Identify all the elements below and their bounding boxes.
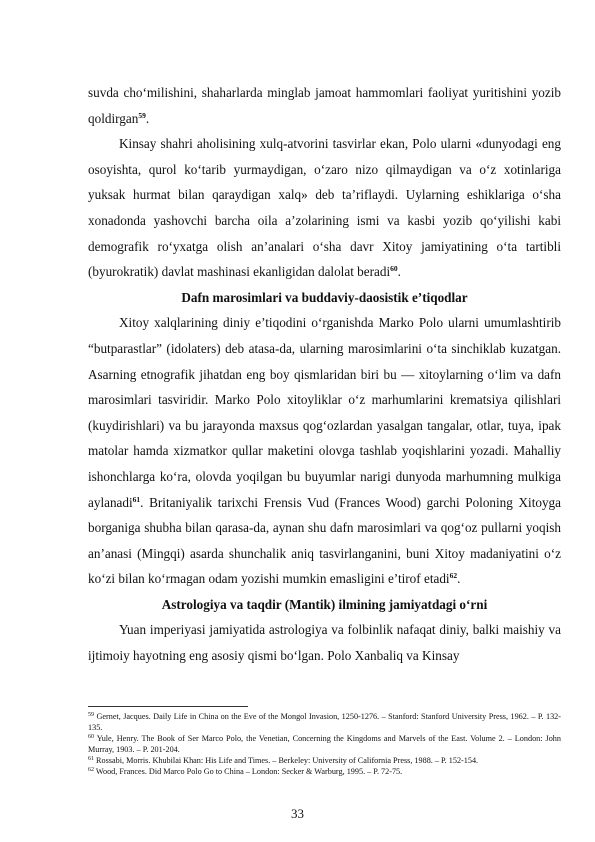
footnote-59 [88,711,561,733]
section-heading-funeral: Dafn marosimlari va buddaviy-daosistik e’tiqodlar [181,289,468,305]
footnotes [88,711,561,777]
paragraph-text: Yuan imperiyasi jamiyatida astrologiya va folbinlik nafaqat diniy, balki maishiy va ijtimoiy hayotning eng asosiy qismi bo‘lgan. Polo Xanbaliq va Kinsay [88,622,561,664]
footnote-ref-61[interactable]: 61 [132,494,141,504]
footnote-text: Rossabi, Morris. Khubilai Khan: His Life and Times. – Berkeley: University of California Press, 1988. – P. 152-154. [96,756,479,765]
paragraph-text: Kinsay shahri aholisining xulq-atvorini tasvirlar ekan, Polo ularni «dunyodagi eng osoyishta, qurol ko‘tarib yurmaydigan, o‘zaro nizo qilmaydigan va o‘z xotinlariga yuksak hurmat bilan qaraydigan xalq» deb ta’riflaydi. Uylarning eshiklariga o‘sha xonadonda yashovchi barcha oila a’zolarining ismi va kasbi yozib qo‘yilishi kabi demografik ro‘yxatga olish an’analari o‘sha davr Xitoy jamiyatining o‘ta tartibli (byurokratik) davlat mashinasi ekanligidan dalolat beradi [88,136,561,280]
footnote-62 [88,766,561,777]
paragraph-tail: . [145,110,150,126]
footnote-ref-62[interactable]: 62 [449,571,458,581]
page-number: 33 [291,806,304,821]
footnote-text: Gernet, Jacques. Daily Life in China on the Eve of the Mongol Invasion, 1250-1276. – Stanford: Stanford University Press, 1962. – P. 132-135. [88,712,562,732]
footnote-text: Wood, Frances. Did Marco Polo Go to China – London: Secker & Warburg, 1995. – P. 72-75. [95,767,403,776]
footnote-ref-59[interactable]: 59 [138,110,146,120]
footnote-text: Yule, Henry. The Book of Ser Marco Polo, the Venetian, Concerning the Kingdoms and Marvels of the East. Volume 2. – London: John Murray, 1903. – P. 201-204. [88,734,561,754]
paragraph-1 [88,80,561,131]
paragraph-3 [88,310,561,592]
footnote-separator [88,706,248,707]
footnote-60 [88,733,561,755]
footnote-number: 62 [88,767,94,773]
footnote-number: 59 [88,712,94,718]
paragraph-tail: . [457,571,461,587]
paragraph-text: suvda cho‘milishini, shaharlarda minglab jamoat hammomlari faoliyat yuritishini yozib qoldirgan [88,85,561,126]
footnote-number: 60 [88,734,94,740]
footnote-61 [88,755,561,766]
paragraph-2 [88,131,561,285]
body-text [88,80,561,669]
paragraph-4 [88,617,561,668]
section-heading-astrology: Astrologiya va taqdir (Mantik) ilmining jamiyatdagi o‘rni [161,596,488,612]
footnote-number: 61 [88,756,94,762]
paragraph-tail: . [397,264,401,280]
paragraph-text: Xitoy xalqlarining diniy e’tiqodini o‘rganishda Marko Polo ularni umumlashtirib “butparastlar” (idolaters) deb atasa-da, ularning marosimlarini o‘ta sinchiklab kuzatgan. Asarning etnografik jihatdan eng boy qismlaridan biri bu — xitoylarning o‘lim va dafn marosimlari tasviridir. Marko Polo xitoyliklar o‘z marhumlarini krematsiya qilishlari (kuydirishlari) va bu jarayonda maxsus qog‘ozlardan yasalgan tangalar, otlar, tuya, ipak matolar hamda xizmatkor qullar maketini olovga tashlab yoqishlarini yozadi. Mahalliy ishonchlarga ko‘ra, olovda yoqilgan bu buyumlar narigi dunyoda marhumning mulkiga aylanadi [88,315,561,510]
footnote-ref-60[interactable]: 60 [390,264,398,274]
paragraph-tail: . Britaniyalik tarixchi Frensis Vud (Frances Wood) garchi Poloning Xitoyga borganiga shubha bilan qarasa-da, aynan shu dafn marosimlari va qog‘oz pullarni yoqish an’anasi (Mingqi) asarda shunchalik aniq tasvirlanganini, buni Xitoy madaniyatini o‘z ko‘zi bilan ko‘rmagan odam yozishi mumkin emasligini e’tirof etadi [88,494,561,587]
